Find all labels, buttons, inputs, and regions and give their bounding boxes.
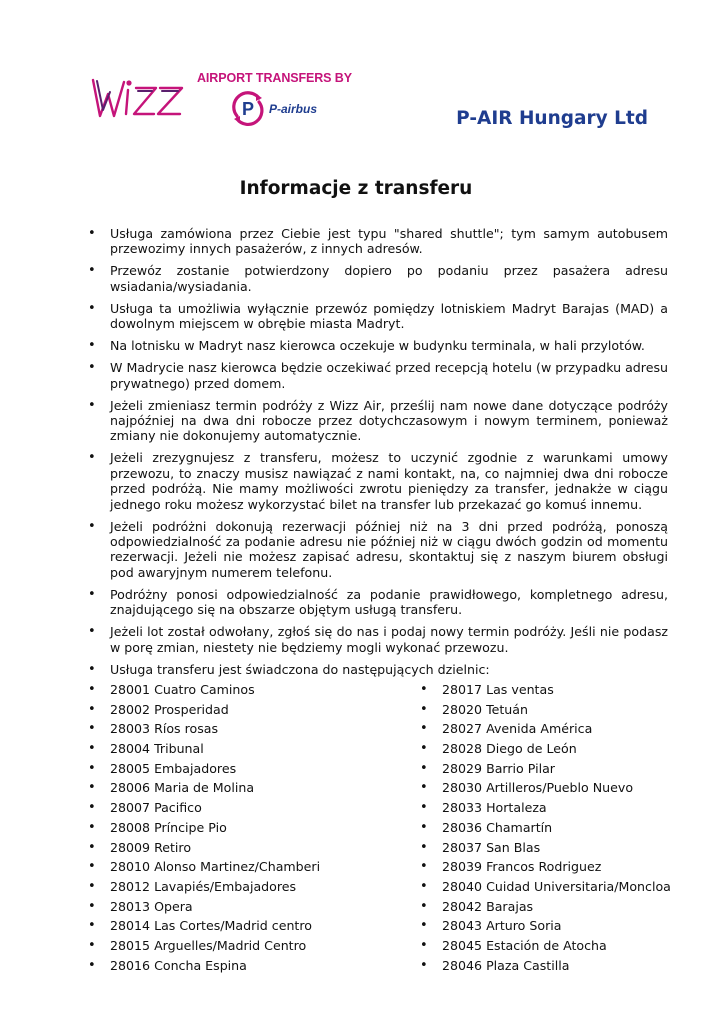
company-name: P-AIR Hungary Ltd (456, 108, 648, 129)
district-item: • 28016 Concha Espina (88, 958, 388, 978)
district-item: • 28010 Alonso Martinez/Chamberi (88, 859, 388, 879)
district-item: • 28005 Embajadores (88, 761, 388, 781)
pairbus-logo-text: P-airbus (269, 102, 318, 116)
district-item: • 28033 Hortaleza (420, 800, 710, 820)
district-item: • 28003 Ríos rosas (88, 721, 388, 741)
page-title: Informacje z transferu (239, 178, 473, 199)
districts-list-left (88, 682, 388, 977)
info-item: • Usługa zamówiona przez Ciebie jest typu "shared shuttle"; tym samym autobusem przewozimy innych pasażerów, z innych adresów. (88, 226, 668, 257)
wizz-logo (90, 76, 190, 120)
district-item: • 28007 Pacifico (88, 800, 388, 820)
district-item: • 28027 Avenida América (420, 721, 710, 741)
info-item: • Jeżeli zmieniasz termin podróży z Wizz Air, prześlij nam nowe dane dotyczące podróży najpóźniej na dwa dni robocze przez dotychczasowym i nowym terminem, ponieważ zmiany nie dokonujemy automatycznie. (88, 398, 668, 444)
district-item: • 28001 Cuatro Caminos (88, 682, 388, 702)
district-item: • 28030 Artilleros/Pueblo Nuevo (420, 780, 710, 800)
district-item: • 28009 Retiro (88, 840, 388, 860)
transfers-by-label: AIRPORT TRANSFERS BY (197, 71, 352, 85)
district-item: • 28046 Plaza Castilla (420, 958, 710, 978)
district-item: • 28036 Chamartín (420, 820, 710, 840)
document-header (0, 0, 724, 140)
district-item: • 28002 Prosperidad (88, 702, 388, 722)
district-item: • 28017 Las ventas (420, 682, 710, 702)
svg-text:P: P (242, 99, 255, 119)
district-item: • 28015 Arguelles/Madrid Centro (88, 938, 388, 958)
info-item: • Usługa transferu jest świadczona do następujących dzielnic: (88, 662, 668, 677)
district-item: • 28040 Cuidad Universitaria/Moncloa (420, 879, 710, 899)
district-item: • 28014 Las Cortes/Madrid centro (88, 918, 388, 938)
info-item: • Na lotnisku w Madryt nasz kierowca oczekuje w budynku terminala, w hali przylotów. (88, 338, 668, 353)
district-item: • 28004 Tribunal (88, 741, 388, 761)
district-item: • 28039 Francos Rodriguez (420, 859, 710, 879)
district-item: • 28042 Barajas (420, 899, 710, 919)
svg-text:WIZZ: WIZZ (90, 76, 93, 77)
district-item: • 28012 Lavapiés/Embajadores (88, 879, 388, 899)
pairbus-logo-icon (228, 88, 268, 128)
info-item: • Podróżny ponosi odpowiedzialność za podanie prawidłowego, kompletnego adresu, znajdującego się na obszarze objętym usługą transferu. (88, 587, 668, 618)
info-item: • Jeżeli podróżni dokonują rezerwacji później niż na 3 dni przed podróżą, ponoszą odpowiedzialność za podanie adresu nie później niż w ciągu dwóch godzin od momentu rezerwacji. Jeżeli nie możesz zapisać adresu, skontaktuj się z naszym biurem obsługi pod awaryjnym numerem telefonu. (88, 519, 668, 581)
district-item: • 28043 Arturo Soria (420, 918, 710, 938)
district-item: • 28020 Tetuán (420, 702, 710, 722)
info-item: • Jeżeli zrezygnujesz z transferu, możesz to uczynić zgodnie z warunkami umowy przewozu, to znaczy musisz nawiązać z nami kontakt, na, co najmniej dwa dni robocze przed podróżą. Nie mamy możliwości zwrotu pieniędzy za transfer, jednakże w ciągu jednego roku możesz wykorzystać bilet na transfer lub przekazać go komuś innemu. (88, 450, 668, 512)
info-item: • Jeżeli lot został odwołany, zgłoś się do nas i podaj nowy termin podróży. Jeśli nie podasz w porę zmian, niestety nie będziemy mogli wykonać przewozu. (88, 624, 668, 655)
districts-list-right (420, 682, 710, 977)
district-item: • 28028 Diego de León (420, 741, 710, 761)
district-item: • 28013 Opera (88, 899, 388, 919)
district-item: • 28037 San Blas (420, 840, 710, 860)
district-item: • 28029 Barrio Pilar (420, 761, 710, 781)
info-item: • Usługa ta umożliwia wyłącznie przewóz pomiędzy lotniskiem Madryt Barajas (MAD) a dowolnym miejscem w obrębie miasta Madryt. (88, 301, 668, 332)
info-item: • Przewóz zostanie potwierdzony dopiero po podaniu przez pasażera adresu wsiadania/wysiadania. (88, 263, 668, 294)
district-item: • 28006 Maria de Molina (88, 780, 388, 800)
district-item: • 28008 Príncipe Pio (88, 820, 388, 840)
district-item: • 28045 Estación de Atocha (420, 938, 710, 958)
pairbus-logo (228, 88, 317, 128)
info-item: • W Madrycie nasz kierowca będzie oczekiwać przed recepcją hotelu (w przypadku adresu prywatnego) przed domem. (88, 360, 668, 391)
transfer-info-list (88, 226, 668, 684)
